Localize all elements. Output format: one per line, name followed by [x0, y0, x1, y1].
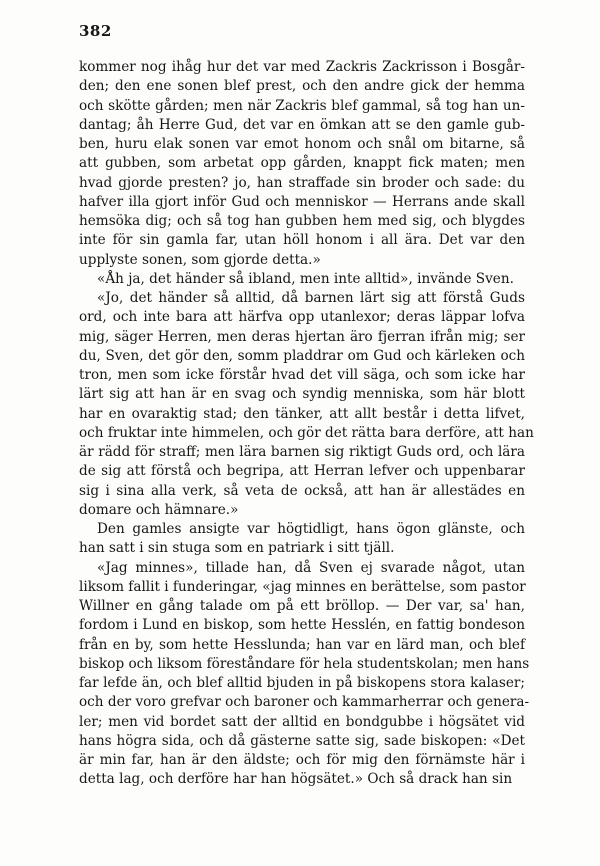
text-line: domare och hämnare.» — [79, 501, 239, 518]
text-line: han satt i sin stuga som en patriark i sitt tjäll. — [79, 540, 395, 557]
text-line: och der voro grefvar och baroner och kammarherrar och genera- — [79, 694, 530, 711]
text-line: dantag; åh Herre Gud, det var en ömkan att se den gamle gub- — [79, 116, 525, 133]
text-line: «Jag minnes», tillade han, då Sven ej svarade något, utan — [97, 559, 525, 576]
text-line: sig i sina alla verk, så veta de också, att han är allestädes en — [79, 482, 525, 499]
text-line: liksom fallit i funderingar, «jag minnes en berättelse, som pastor — [79, 578, 526, 595]
text-line: «Jo, det händer så alltid, då barnen lärt sig att förstå Guds — [97, 290, 525, 306]
paragraph — [79, 559, 530, 790]
text-line: fordom i Lund en biskop, som hette Hesslén, en fattig bondeson — [79, 617, 525, 634]
text-line: ler; men vid bordet satt der alltid en bondgubbe i högsätet vid — [79, 713, 525, 730]
text-line: hans högra sida, och då gästerne satte sig, sade biskopen: «Det — [79, 732, 525, 749]
body-text — [79, 58, 534, 790]
text-line: du, Sven, det gör den, somm pladdrar om Gud och kärleken och — [79, 347, 525, 364]
paragraph — [79, 289, 534, 520]
text-line: ord, och inte bara att härfva opp utanlexor; deras läppar lofva — [79, 309, 525, 326]
text-line: från en by, som hette Hesslunda; han var en lärd man, och blef — [79, 636, 525, 653]
text-line: har en ovaraktig stad; den tänker, att allt består i detta lifvet, — [79, 405, 525, 422]
text-line: upplyste sonen, som gjorde detta.» — [79, 251, 321, 268]
text-line: och skötte gården; men när Zackris blef gammal, så tog han un- — [79, 97, 525, 114]
text-line: och fruktar inte himmelen, och gör det rätta bara derföre, att han — [79, 424, 534, 441]
text-line: inte för sin gamla far, utan höll honom i all ära. Det var den — [79, 232, 525, 249]
text-line: de sig att förstå och begripa, att Herran lefver och uppenbarar — [79, 463, 525, 480]
paragraph — [79, 270, 525, 289]
text-line: hvad gjorde presten? jo, han straffade sin broder och sade: du — [79, 174, 525, 191]
text-line: den; den ene sonen blef prest, och den andre gick der hemma — [79, 78, 525, 95]
text-line: kommer nog ihåg hur det var med Zackris Zackrisson i Bosgår- — [79, 59, 525, 75]
page-number: 382 — [79, 22, 112, 40]
text-line: Den gamles ansigte var högtidligt, hans ögon glänste, och — [97, 521, 525, 537]
text-line: far lefde än, och blef alltid bjuden in på biskopens stora kalaser; — [79, 675, 525, 691]
text-line: detta lag, och derföre har han högsätet.» Och så drack han sin — [79, 771, 513, 788]
text-line: hemsöka dig; och så tog han gubben hem med sig, och blygdes — [79, 213, 525, 229]
text-line: biskop och liksom föreståndare för hela studentskolan; men hans — [79, 655, 530, 672]
text-line: att gubben, som arbetat opp gården, knappt fick maten; men — [79, 155, 525, 172]
text-line: är min far, han är den äldste; och för mig den förnämste här i — [79, 752, 525, 768]
text-line: Willner en gång talade om på ett bröllop. — Der var, sa' han, — [79, 598, 525, 614]
text-line: «Åh ja, det händer så ibland, men inte alltid», invände Sven. — [97, 270, 514, 287]
text-line: lärt sig att han är en svag och syndig menniska, som här blott — [79, 386, 525, 403]
text-line: ben, huru elak sonen var emot honom och snål om bitarne, så — [79, 136, 525, 152]
text-line: är rädd för straff; men lära barnen sig riktigt Guds ord, och lära — [79, 444, 525, 460]
text-line: mig, säger Herren, men deras hjertan äro fjerran ifrån mig; ser — [79, 328, 525, 345]
text-line: tron, men som icke förstår hvad det vill säga, och som icke har — [79, 367, 525, 383]
paragraph — [79, 520, 525, 559]
paragraph — [79, 58, 525, 270]
text-line: hafver illa gjort inför Gud och menniskor — Herrans ande skall — [79, 193, 525, 210]
